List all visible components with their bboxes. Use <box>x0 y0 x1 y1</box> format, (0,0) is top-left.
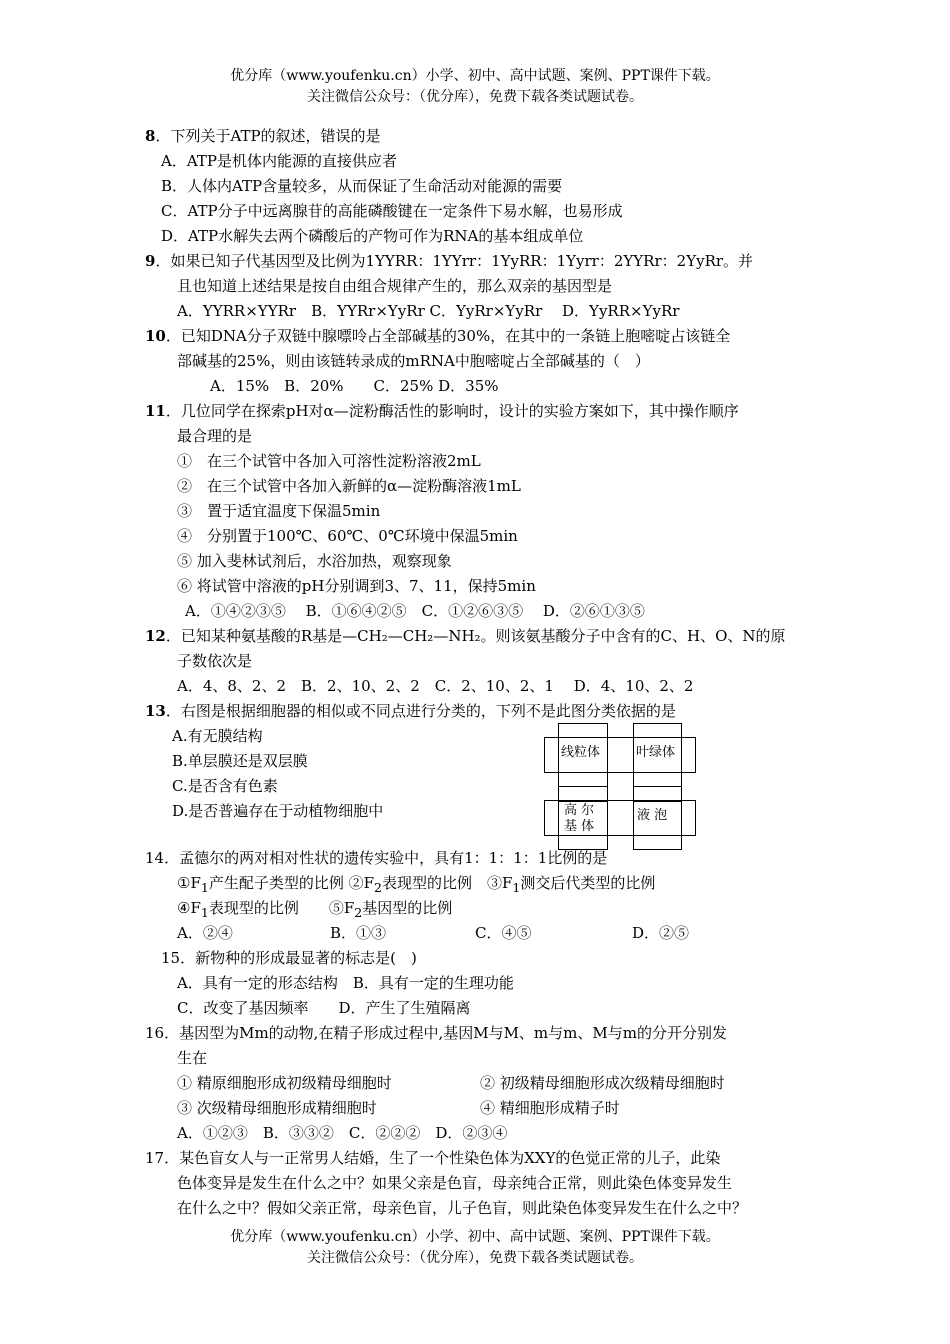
label-vacuole: 液 泡 <box>637 808 668 823</box>
q13-option-a: A.有无膜结构 <box>172 727 263 745</box>
label-golgi-line2: 基 体 <box>564 819 595 834</box>
q11-step-1: ① 在三个试管中各加入可溶性淀粉溶液2mL <box>177 452 481 470</box>
q10-options: A．15% B．20% C．25% D．35% <box>210 377 499 395</box>
q14-option-a: A．②④ <box>177 924 233 942</box>
question-17-stem: 17．某色盲女人与一正常男人结婚，生了一个性染色体为XXY的色觉正常的儿子，此染 <box>145 1149 721 1167</box>
q11-step-3: ③ 置于适宜温度下保温5min <box>177 502 381 520</box>
q13-option-c: C.是否含有色素 <box>172 777 278 795</box>
q16-stage-4: ④ 精细胞形成精子时 <box>480 1099 620 1117</box>
q16-stage-2: ② 初级精母细胞形成次级精母细胞时 <box>480 1074 725 1092</box>
q16-stage-3: ③ 次级精母细胞形成精细胞时 <box>177 1099 377 1117</box>
q11-step-5: ⑤ 加入斐林试剂后，水浴加热，观察现象 <box>177 552 452 570</box>
q11-step-4: ④ 分别置于100℃、60℃、0℃环境中保温5min <box>177 527 518 545</box>
question-14-stem: 14．孟德尔的两对相对性状的遗传实验中，具有1：1：1：1比例的是 <box>145 849 608 867</box>
q9-options: A．YYRR×YYRr B．YYRr×YyRr C．YyRr×YyRr D．YyRR×YyRr <box>177 302 680 320</box>
q15-options-line-2: C．改变了基因频率 D．产生了生殖隔离 <box>177 999 471 1017</box>
q8-option-c: C．ATP分子中远离腺苷的高能磷酸键在一定条件下易水解，也易形成 <box>161 202 623 220</box>
q11-options: A．①④②③⑤ B．①⑥④②⑤ C．①②⑥③⑤ D．②⑥①③⑤ <box>185 602 645 620</box>
question-10-stem: 10．已知DNA分子双链中腺嘌呤占全部碱基的30%，在其中的一条链上胞嘧啶占该链全 <box>145 327 731 345</box>
question-number: 8 <box>145 127 156 145</box>
q14-option-b: B．①③ <box>330 924 387 942</box>
subscript: 2 <box>354 905 363 920</box>
question-number: 9 <box>145 252 156 270</box>
q16-stem-cont: 生在 <box>177 1049 208 1067</box>
question-number: 13 <box>145 702 166 720</box>
q10-stem-cont: 部碱基的25%，则由该链转录成的mRNA中胞嘧啶占全部碱基的（ ） <box>177 352 650 370</box>
q8-option-d: D．ATP水解失去两个磷酸后的产物可作为RNA的基本组成单位 <box>161 227 584 245</box>
header-line-2: 关注微信公众号：（优分库），免费下载各类试题试卷。 <box>307 89 643 105</box>
q15-options-line-1: A．具有一定的形态结构 B．具有一定的生理功能 <box>177 974 514 992</box>
question-8-stem: 8．下列关于ATP的叙述，错误的是 <box>145 127 381 145</box>
subscript: 1 <box>200 880 209 895</box>
q14-items-line-2: $④F_1$表现型的比例 $⑤F_2$基因型的比例 <box>177 899 453 920</box>
q14-option-d: D．②⑤ <box>632 924 690 942</box>
subscript: 2 <box>374 880 382 895</box>
header-line-1: 优分库（www.youfenku.cn）小学、初中、高中试题、案例、PPT课件下载。 <box>230 68 720 84</box>
question-12-stem: 12．已知某种氨基酸的R基是—CH₂—CH₂—NH₂。则该氨基酸分子中含有的C、H、O、N的原 <box>145 627 786 645</box>
q13-option-b: B.单层膜还是双层膜 <box>172 752 308 770</box>
q14-option-c: C．④⑤ <box>475 924 532 942</box>
label-golgi-line1: 高 尔 <box>564 803 595 818</box>
question-number: 11 <box>145 402 166 420</box>
q11-step-6: ⑥ 将试管中溶液的pH分别调到3、7、11，保持5min <box>177 577 536 595</box>
question-11-stem: 11．几位同学在探索pH对α—淀粉酶活性的影响时，设计的实验方案如下，其中操作顺序 <box>145 402 739 420</box>
q14-items-line-1: $①F_1$产生配子类型的比例 $②F_2$表现型的比例 $③F_1$测交后代类型的比例 <box>177 874 656 895</box>
page-header <box>0 66 950 108</box>
q16-stage-1: ① 精原细胞形成初级精母细胞时 <box>177 1074 392 1092</box>
q9-stem-cont: 且也知道上述结果是按自由组合规律产生的，那么双亲的基因型是 <box>177 277 613 295</box>
footer-line-2: 关注微信公众号：（优分库），免费下载各类试题试卷。 <box>307 1250 643 1266</box>
q12-options: A．4、8、2、2 B．2、10、2、2 C．2、10、2、1 D．4、10、2、2 <box>177 677 694 695</box>
q17-stem-cont-2: 在什么之中？假如父亲正常，母亲色盲，儿子色盲，则此染色体变异发生在什么之中？ <box>177 1199 748 1217</box>
question-number: 12 <box>145 627 166 645</box>
question-16-stem: 16．基因型为Mm的动物,在精子形成过程中,基因M与M、m与m、M与m的分开分别发 <box>145 1024 727 1042</box>
q13-option-d: D.是否普遍存在于动植物细胞中 <box>172 802 384 820</box>
q8-option-b: B．人体内ATP含量较多，从而保证了生命活动对能源的需要 <box>161 177 563 195</box>
q11-stem-cont: 最合理的是 <box>177 427 253 445</box>
q11-step-2: ② 在三个试管中各加入新鲜的α—淀粉酶溶液1mL <box>177 477 521 495</box>
label-mitochondria: 线粒体 <box>561 745 601 760</box>
q16-options: A．①②③ B．③③② C．②②② D．②③④ <box>177 1124 508 1142</box>
q12-stem-cont: 子数依次是 <box>177 652 253 670</box>
q17-stem-cont-1: 色体变异是发生在什么之中？如果父亲是色盲，母亲纯合正常，则此染色体变异发生 <box>177 1174 733 1192</box>
question-9-stem: 9．如果已知子代基因型及比例为1YYRR：1YYrr：1YyRR：1Yyrr：2YYRr：2YyRr。并 <box>145 252 754 270</box>
label-chloroplast: 叶绿体 <box>636 745 676 760</box>
page-footer <box>0 1227 950 1269</box>
subscript: 1 <box>200 905 209 920</box>
question-15-stem: 15．新物种的形成最显著的标志是( ) <box>161 949 417 967</box>
q8-option-a: A．ATP是机体内能源的直接供应者 <box>161 152 397 170</box>
question-number: 10 <box>145 327 166 345</box>
subscript: 1 <box>512 880 521 895</box>
footer-line-1: 优分库（www.youfenku.cn）小学、初中、高中试题、案例、PPT课件下载。 <box>230 1229 720 1245</box>
question-13-stem: 13．右图是根据细胞器的相似或不同点进行分类的，下列不是此图分类依据的是 <box>145 702 676 720</box>
